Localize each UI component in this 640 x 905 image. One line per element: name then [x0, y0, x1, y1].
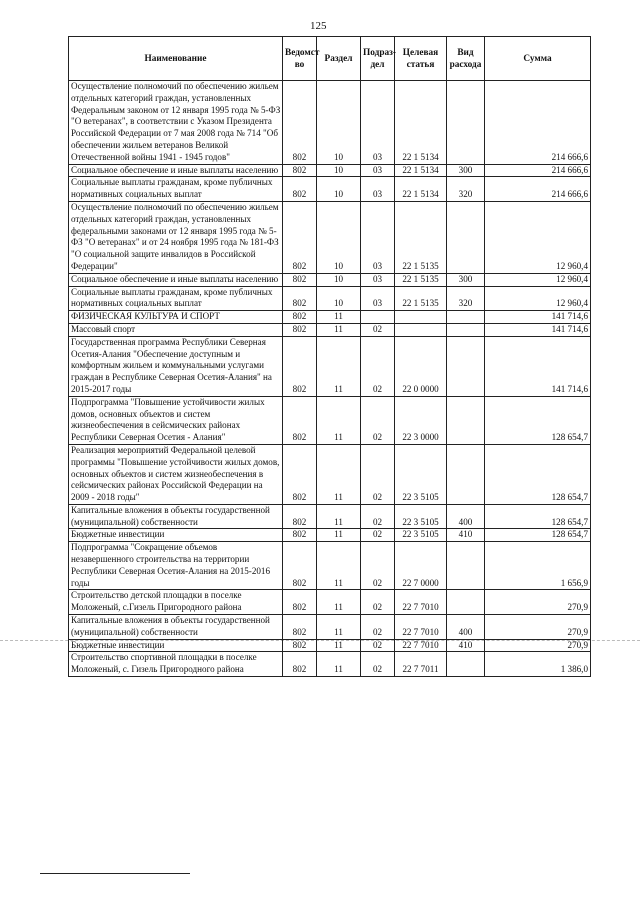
cell-name: Подпрограмма "Сокращение объемов незавершенного строительства на территории Республики Северная Осетия-Алания на 2015-2016 годы: [69, 542, 283, 590]
cell-podrazdel: 03: [361, 164, 395, 177]
cell-vid: 410: [447, 529, 485, 542]
footnote-line: [40, 873, 190, 874]
cell-razdel: 11: [317, 639, 361, 652]
cell-ved: 802: [283, 164, 317, 177]
cell-podrazdel: 02: [361, 590, 395, 615]
cell-summa: 141 714,6: [485, 336, 591, 396]
cell-razdel: 11: [317, 323, 361, 336]
cell-name: Бюджетные инвестиции: [69, 529, 283, 542]
cell-vid: [447, 590, 485, 615]
cell-razdel: 10: [317, 81, 361, 165]
header-name: Наименование: [69, 37, 283, 81]
cell-podrazdel: 02: [361, 504, 395, 529]
table-row: [69, 504, 591, 529]
cell-name: Строительство спортивной площадки в поселке Моложеный, с. Гизель Пригородного района: [69, 652, 283, 677]
cell-name: Социальные выплаты гражданам, кроме публичных нормативных социальных выплат: [69, 286, 283, 311]
table-row: [69, 177, 591, 202]
header-podrazdel: Подраз- дел: [361, 37, 395, 81]
cell-podrazdel: 03: [361, 177, 395, 202]
cell-ved: 802: [283, 504, 317, 529]
cell-vid: [447, 336, 485, 396]
cell-summa: 141 714,6: [485, 311, 591, 324]
table-header-row: [69, 37, 591, 81]
cell-podrazdel: 02: [361, 529, 395, 542]
header-celevaya: Целевая статья: [395, 37, 447, 81]
cell-summa: 141 714,6: [485, 323, 591, 336]
cell-podrazdel: 03: [361, 273, 395, 286]
table-row: [69, 444, 591, 504]
cell-celevaya: 22 7 7010: [395, 615, 447, 640]
cell-razdel: 11: [317, 311, 361, 324]
cell-celevaya: 22 1 5134: [395, 81, 447, 165]
cell-podrazdel: [361, 311, 395, 324]
cell-ved: 802: [283, 201, 317, 273]
cell-razdel: 10: [317, 201, 361, 273]
cell-ved: 802: [283, 336, 317, 396]
table-row: [69, 273, 591, 286]
cell-summa: 214 666,6: [485, 164, 591, 177]
cell-ved: 802: [283, 529, 317, 542]
cell-summa: 128 654,7: [485, 444, 591, 504]
cell-vid: [447, 652, 485, 677]
cell-ved: 802: [283, 444, 317, 504]
cell-vid: 300: [447, 273, 485, 286]
cell-summa: 128 654,7: [485, 396, 591, 444]
cell-podrazdel: 02: [361, 542, 395, 590]
cell-name: Государственная программа Республики Северная Осетия-Алания "Обеспечение доступным и комфортным жильем и коммунальными услугами граждан в Республике Северная Осетия-Алания" на 2015-2017 годы: [69, 336, 283, 396]
table-row: [69, 639, 591, 652]
cell-podrazdel: 02: [361, 444, 395, 504]
cell-ved: 802: [283, 542, 317, 590]
cell-name: Реализация мероприятий Федеральной целевой программы "Повышение устойчивости жилых домов, основных объектов и систем жизнеобеспечения в сейсмических районах Российской Федерации на 2009 - 2018 годы": [69, 444, 283, 504]
table-row: [69, 311, 591, 324]
cell-vid: 320: [447, 286, 485, 311]
cell-celevaya: 22 3 5105: [395, 444, 447, 504]
cell-podrazdel: 03: [361, 81, 395, 165]
cell-celevaya: [395, 323, 447, 336]
cell-name: Массовый спорт: [69, 323, 283, 336]
table-row: [69, 286, 591, 311]
cell-vid: 400: [447, 615, 485, 640]
cell-vid: 320: [447, 177, 485, 202]
cell-vid: [447, 323, 485, 336]
cell-name: Строительство детской площадки в поселке Моложеный, с.Гизель Пригородного района: [69, 590, 283, 615]
cell-summa: 128 654,7: [485, 504, 591, 529]
cell-celevaya: 22 3 5105: [395, 529, 447, 542]
table-row: [69, 164, 591, 177]
cell-summa: 12 960,4: [485, 286, 591, 311]
table-body: [69, 81, 591, 677]
cell-celevaya: 22 1 5135: [395, 201, 447, 273]
table-row: [69, 323, 591, 336]
cell-celevaya: 22 1 5134: [395, 164, 447, 177]
header-summa: Сумма: [485, 37, 591, 81]
table-row: [69, 652, 591, 677]
cell-summa: 270,9: [485, 615, 591, 640]
cell-ved: 802: [283, 652, 317, 677]
cell-razdel: 10: [317, 286, 361, 311]
cell-ved: 802: [283, 323, 317, 336]
cell-ved: 802: [283, 273, 317, 286]
header-ved: Ведомст во: [283, 37, 317, 81]
cell-ved: 802: [283, 286, 317, 311]
cell-ved: 802: [283, 615, 317, 640]
cell-celevaya: 22 1 5134: [395, 177, 447, 202]
cell-summa: 214 666,6: [485, 177, 591, 202]
cell-razdel: 10: [317, 164, 361, 177]
header-vid: Вид расхода: [447, 37, 485, 81]
cell-razdel: 11: [317, 590, 361, 615]
cell-podrazdel: 03: [361, 201, 395, 273]
table-row: [69, 396, 591, 444]
cell-podrazdel: 02: [361, 396, 395, 444]
cell-vid: 400: [447, 504, 485, 529]
cell-razdel: 11: [317, 542, 361, 590]
page-number: 125: [310, 20, 327, 32]
cell-celevaya: 22 7 0000: [395, 542, 447, 590]
cell-razdel: 11: [317, 652, 361, 677]
cell-ved: 802: [283, 311, 317, 324]
cell-vid: [447, 396, 485, 444]
cell-razdel: 10: [317, 273, 361, 286]
cell-razdel: 10: [317, 177, 361, 202]
cell-summa: 1 386,0: [485, 652, 591, 677]
table-row: [69, 590, 591, 615]
table-row: [69, 201, 591, 273]
cell-summa: 12 960,4: [485, 201, 591, 273]
table-row: [69, 529, 591, 542]
cell-vid: 300: [447, 164, 485, 177]
table-row: [69, 81, 591, 165]
cell-razdel: 11: [317, 529, 361, 542]
cell-celevaya: [395, 311, 447, 324]
cell-vid: [447, 201, 485, 273]
cell-summa: 270,9: [485, 590, 591, 615]
cell-podrazdel: 02: [361, 615, 395, 640]
cell-ved: 802: [283, 639, 317, 652]
cell-ved: 802: [283, 81, 317, 165]
header-razdel: Раздел: [317, 37, 361, 81]
cell-ved: 802: [283, 396, 317, 444]
cell-summa: 128 654,7: [485, 529, 591, 542]
cell-summa: 214 666,6: [485, 81, 591, 165]
cell-razdel: 11: [317, 336, 361, 396]
cell-summa: 1 656,9: [485, 542, 591, 590]
cell-celevaya: 22 3 0000: [395, 396, 447, 444]
cell-podrazdel: 02: [361, 336, 395, 396]
cell-celevaya: 22 1 5135: [395, 273, 447, 286]
cell-podrazdel: 03: [361, 286, 395, 311]
cell-razdel: 11: [317, 615, 361, 640]
cell-name: Подпрограмма "Повышение устойчивости жилых домов, основных объектов и систем жизнеобеспечения в сейсмических районах Республики Северная Осетия - Алания": [69, 396, 283, 444]
table-row: [69, 336, 591, 396]
cell-name: Осуществление полномочий по обеспечению жильем отдельных категорий граждан, установленных Федеральным законом от 12 января 1995 года № 5-ФЗ "О ветеранах", в соответствии с Указом Президента Российской Федерации от 7 мая 2008 года № 714 "Об обеспечении жильем ветеранов Великой Отечественной войны 1941 - 1945 годов": [69, 81, 283, 165]
cell-summa: 270,9: [485, 639, 591, 652]
cell-vid: [447, 81, 485, 165]
cell-celevaya: 22 7 7010: [395, 590, 447, 615]
cell-razdel: 11: [317, 504, 361, 529]
cell-ved: 802: [283, 590, 317, 615]
cell-celevaya: 22 7 7010: [395, 639, 447, 652]
cell-name: Социальное обеспечение и иные выплаты населению: [69, 273, 283, 286]
cell-name: Осуществление полномочий по обеспечению жильем отдельных категорий граждан, установленных федеральными законами от 12 января 1995 года № 5-ФЗ "О ветеранах" и от 24 ноября 1995 года № 181-ФЗ "О социальной защите инвалидов в Российской Федерации": [69, 201, 283, 273]
cell-podrazdel: 02: [361, 652, 395, 677]
cell-celevaya: 22 0 0000: [395, 336, 447, 396]
cell-vid: [447, 542, 485, 590]
cell-vid: 410: [447, 639, 485, 652]
cell-razdel: 11: [317, 396, 361, 444]
cell-name: Капитальные вложения в объекты государственной (муниципальной) собственности: [69, 504, 283, 529]
cell-razdel: 11: [317, 444, 361, 504]
cell-name: Бюджетные инвестиции: [69, 639, 283, 652]
cell-name: Социальные выплаты гражданам, кроме публичных нормативных социальных выплат: [69, 177, 283, 202]
cell-name: Социальное обеспечение и иные выплаты населению: [69, 164, 283, 177]
cell-vid: [447, 311, 485, 324]
cell-celevaya: 22 3 5105: [395, 504, 447, 529]
cell-podrazdel: 02: [361, 323, 395, 336]
cell-summa: 12 960,4: [485, 273, 591, 286]
table-row: [69, 542, 591, 590]
cell-vid: [447, 444, 485, 504]
cell-podrazdel: 02: [361, 639, 395, 652]
cell-celevaya: 22 7 7011: [395, 652, 447, 677]
cell-celevaya: 22 1 5135: [395, 286, 447, 311]
cell-ved: 802: [283, 177, 317, 202]
table-row: [69, 615, 591, 640]
budget-table: [68, 36, 591, 677]
cell-name: ФИЗИЧЕСКАЯ КУЛЬТУРА И СПОРТ: [69, 311, 283, 324]
cell-name: Капитальные вложения в объекты государственной (муниципальной) собственности: [69, 615, 283, 640]
